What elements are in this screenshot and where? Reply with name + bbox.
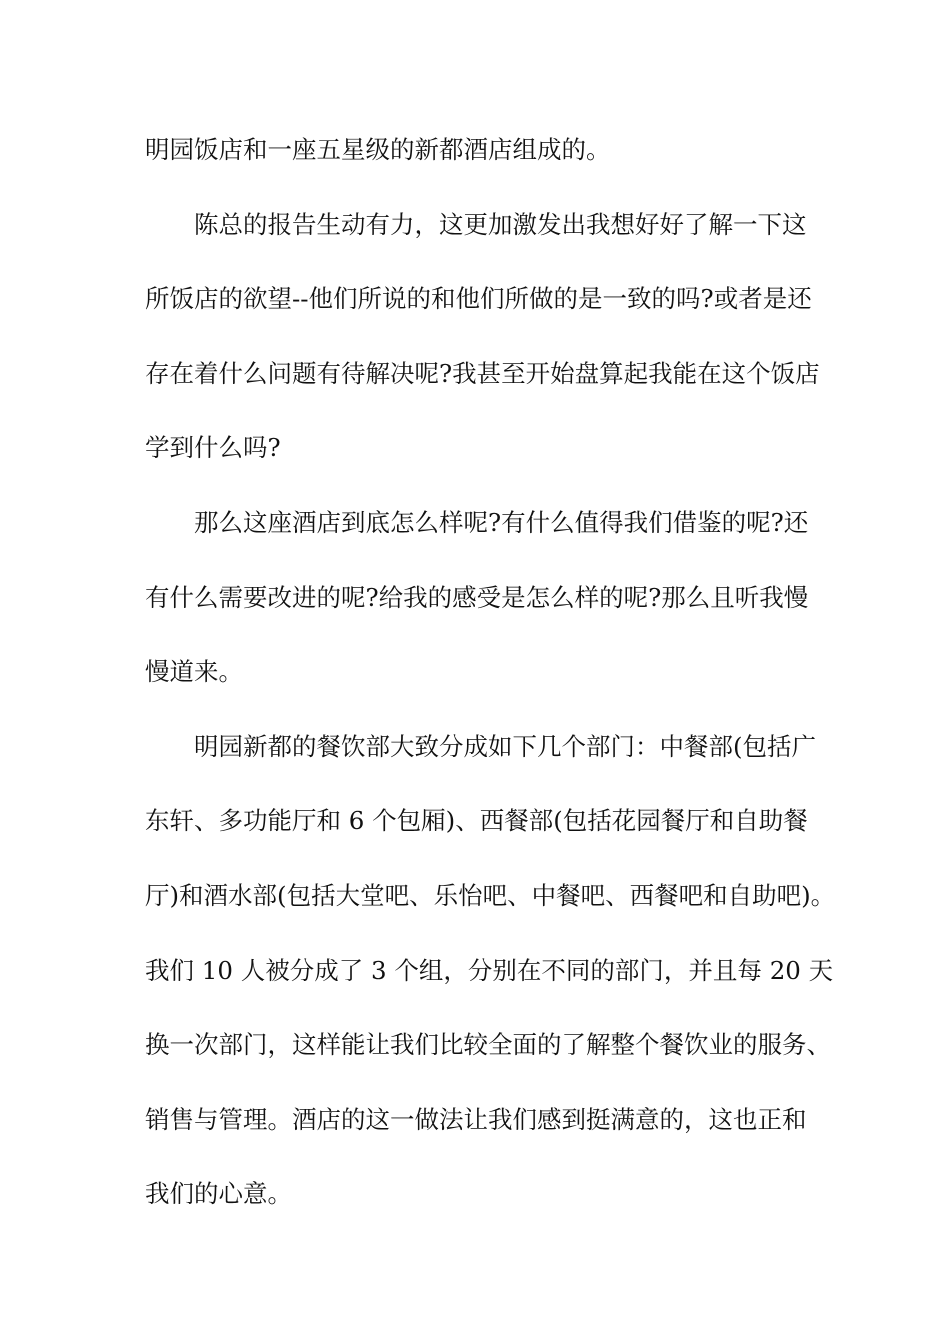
text-line-7: 有什么需要改进的呢?给我的感受是怎么样的呢?那么且听我慢	[145, 583, 809, 612]
text-line-10: 东轩、多功能厅和 6 个包厢)、西餐部(包括花园餐厅和自助餐	[145, 806, 808, 835]
text-line-12: 我们 10 人被分成了 3 个组，分别在不同的部门，并且每 20 天	[145, 956, 834, 985]
text-line-6: 那么这座酒店到底怎么样呢?有什么值得我们借鉴的呢?还	[194, 508, 809, 537]
text-line-14: 销售与管理。酒店的这一做法让我们感到挺满意的，这也正和	[145, 1105, 807, 1134]
text-line-2: 陈总的报告生动有力，这更加激发出我想好好了解一下这	[194, 210, 807, 239]
text-line-4: 存在着什么问题有待解决呢?我甚至开始盘算起我能在这个饭店	[145, 359, 820, 388]
text-line-1: 明园饭店和一座五星级的新都酒店组成的。	[145, 135, 611, 164]
text-line-3: 所饭店的欲望--他们所说的和他们所做的是一致的吗?或者是还	[145, 284, 812, 313]
text-line-11: 厅)和酒水部(包括大堂吧、乐怡吧、中餐吧、西餐吧和自助吧)。	[145, 881, 836, 910]
text-line-13: 换一次部门，这样能让我们比较全面的了解整个餐饮业的服务、	[145, 1030, 831, 1059]
text-line-8: 慢道来。	[145, 657, 243, 686]
text-line-15: 我们的心意。	[145, 1179, 292, 1208]
text-line-9: 明园新都的餐饮部大致分成如下几个部门：中餐部(包括广	[194, 732, 817, 761]
text-line-5: 学到什么吗?	[145, 433, 281, 462]
